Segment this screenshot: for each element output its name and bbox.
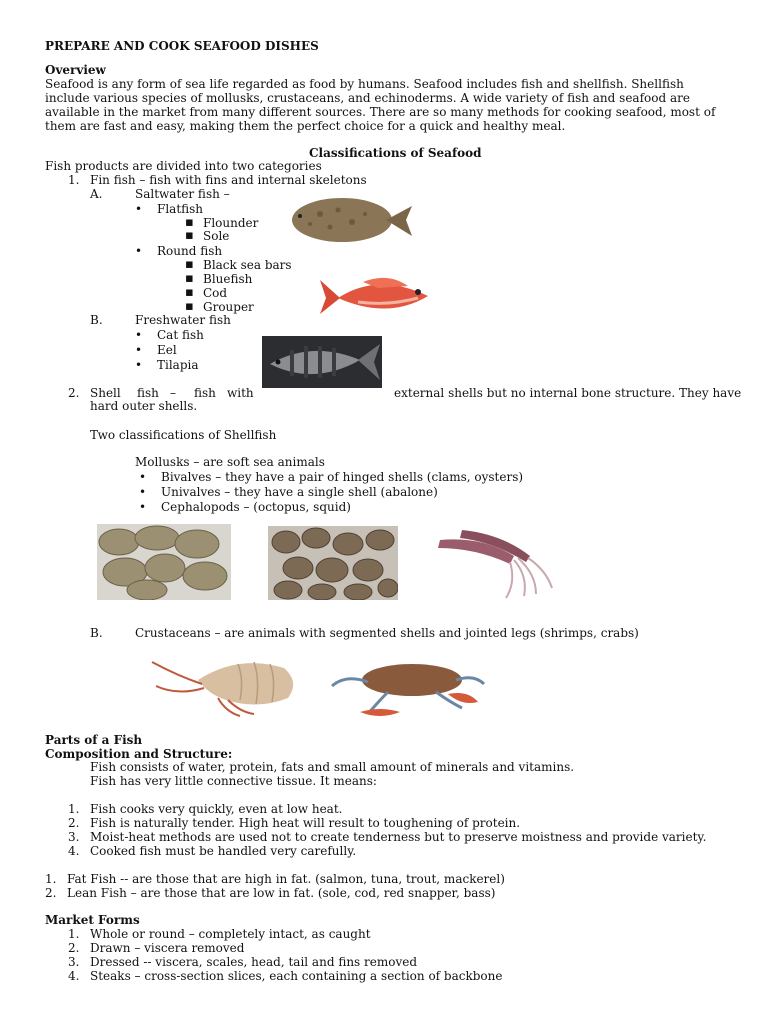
point-num: 4. (68, 844, 80, 858)
composition-line: Fish has very little connective tissue. It means: (90, 774, 377, 788)
saltwater-label: Saltwater fish – (135, 187, 230, 201)
point-text: Fish cooks very quickly, even at low heat. (90, 802, 343, 816)
roundfish-item: ▪ Grouper (203, 300, 254, 314)
point-text: Moist-heat methods are used not to create tenderness but to preserve moistness and provide variety. (90, 830, 707, 844)
fin-fish-label: Fin fish – fish with fins and internal skeletons (90, 173, 367, 187)
point-num: 1. (68, 802, 80, 816)
classifications-intro: Fish products are divided into two categories (45, 159, 322, 173)
saltwater-letter: A. (90, 187, 103, 201)
shrimp-image (148, 650, 300, 720)
market-num: 3. (68, 955, 80, 969)
crab-image (328, 654, 490, 724)
shellfish-word: fish (194, 386, 216, 400)
freshwater-item: • Tilapia (157, 358, 199, 372)
freshwater-label: Freshwater fish (135, 313, 231, 327)
fat-num: 1. (45, 872, 57, 886)
shellfish-word: fish (137, 386, 159, 400)
mollusk-item: • Cephalopods – (octopus, squid) (161, 500, 351, 514)
crustaceans-letter: B. (90, 626, 103, 640)
clams-image (268, 526, 398, 600)
overview-heading: Overview (45, 63, 106, 77)
mollusk-item: • Bivalves – they have a pair of hinged shells (clams, oysters) (161, 470, 523, 484)
crustaceans-label: Crustaceans – are animals with segmented shells and jointed legs (shrimps, crabs) (135, 626, 639, 640)
shellfish-word: – (170, 386, 176, 400)
freshwater-item: • Eel (157, 343, 177, 357)
roundfish-item: ▪ Black sea bars (203, 258, 292, 272)
fat-text: Fat Fish -- are those that are high in fat. (salmon, tuna, trout, mackerel) (67, 872, 505, 886)
parts-heading: Parts of a Fish (45, 733, 143, 747)
flounder-image (290, 192, 415, 250)
market-item: Dressed -- viscera, scales, head, tail and fins removed (90, 955, 418, 969)
squid-image (432, 526, 560, 602)
composition-heading: Composition and Structure: (45, 747, 233, 761)
flatfish-label: • Flatfish (157, 202, 203, 216)
shellfish-word: with (227, 386, 254, 400)
sea-bass-image (262, 336, 382, 388)
red-fish-image (318, 268, 443, 326)
roundfish-label: • Round fish (157, 244, 222, 258)
point-text: Cooked fish must be handled very carefully. (90, 844, 357, 858)
shellfish-num: 2. (68, 386, 80, 400)
fin-fish-num: 1. (68, 173, 80, 187)
market-num: 1. (68, 927, 80, 941)
freshwater-letter: B. (90, 313, 103, 327)
mollusks-label: Mollusks – are soft sea animals (135, 455, 325, 469)
page-title: PREPARE AND COOK SEAFOOD DISHES (45, 39, 319, 53)
shellfish-line2: hard outer shells. (90, 399, 198, 413)
classifications-heading: Classifications of Seafood (309, 146, 482, 160)
market-item: Drawn – viscera removed (90, 941, 245, 955)
market-item: Steaks – cross-section slices, each containing a section of backbone (90, 969, 503, 983)
roundfish-item: ▪ Cod (203, 286, 227, 300)
point-text: Fish is naturally tender. High heat will result to toughening of protein. (90, 816, 521, 830)
point-num: 3. (68, 830, 80, 844)
market-item: Whole or round – completely intact, as caught (90, 927, 371, 941)
market-num: 2. (68, 941, 80, 955)
shellfish-rest: external shells but no internal bone structure. They have (394, 386, 742, 400)
fat-text: Lean Fish – are those that are low in fat. (sole, cod, red snapper, bass) (67, 886, 496, 900)
flatfish-item: ▪ Flounder (203, 216, 258, 230)
market-num: 4. (68, 969, 80, 983)
oysters-image (97, 524, 231, 600)
two-classifications: Two classifications of Shellfish (90, 428, 277, 442)
shellfish-word: Shell (90, 386, 121, 400)
overview-text: Seafood is any form of sea life regarded as food by humans. Seafood includes fish and shellfish. Shellfish include various species of mollusks, crustaceans, and echinoderms. A wide variety of fish and seafood are available in the market from many different sources. There are so many methods for cooking seafood, most of them are fast and easy, making them the perfect choice for a quick and healthy meal. (45, 77, 716, 133)
mollusk-item: • Univalves – they have a single shell (abalone) (161, 485, 438, 499)
flatfish-item: ▪ Sole (203, 229, 229, 243)
point-num: 2. (68, 816, 80, 830)
market-heading: Market Forms (45, 913, 140, 927)
fat-num: 2. (45, 886, 57, 900)
roundfish-item: ▪ Bluefish (203, 272, 252, 286)
freshwater-item: • Cat fish (157, 328, 204, 342)
composition-line: Fish consists of water, protein, fats and small amount of minerals and vitamins. (90, 760, 575, 774)
